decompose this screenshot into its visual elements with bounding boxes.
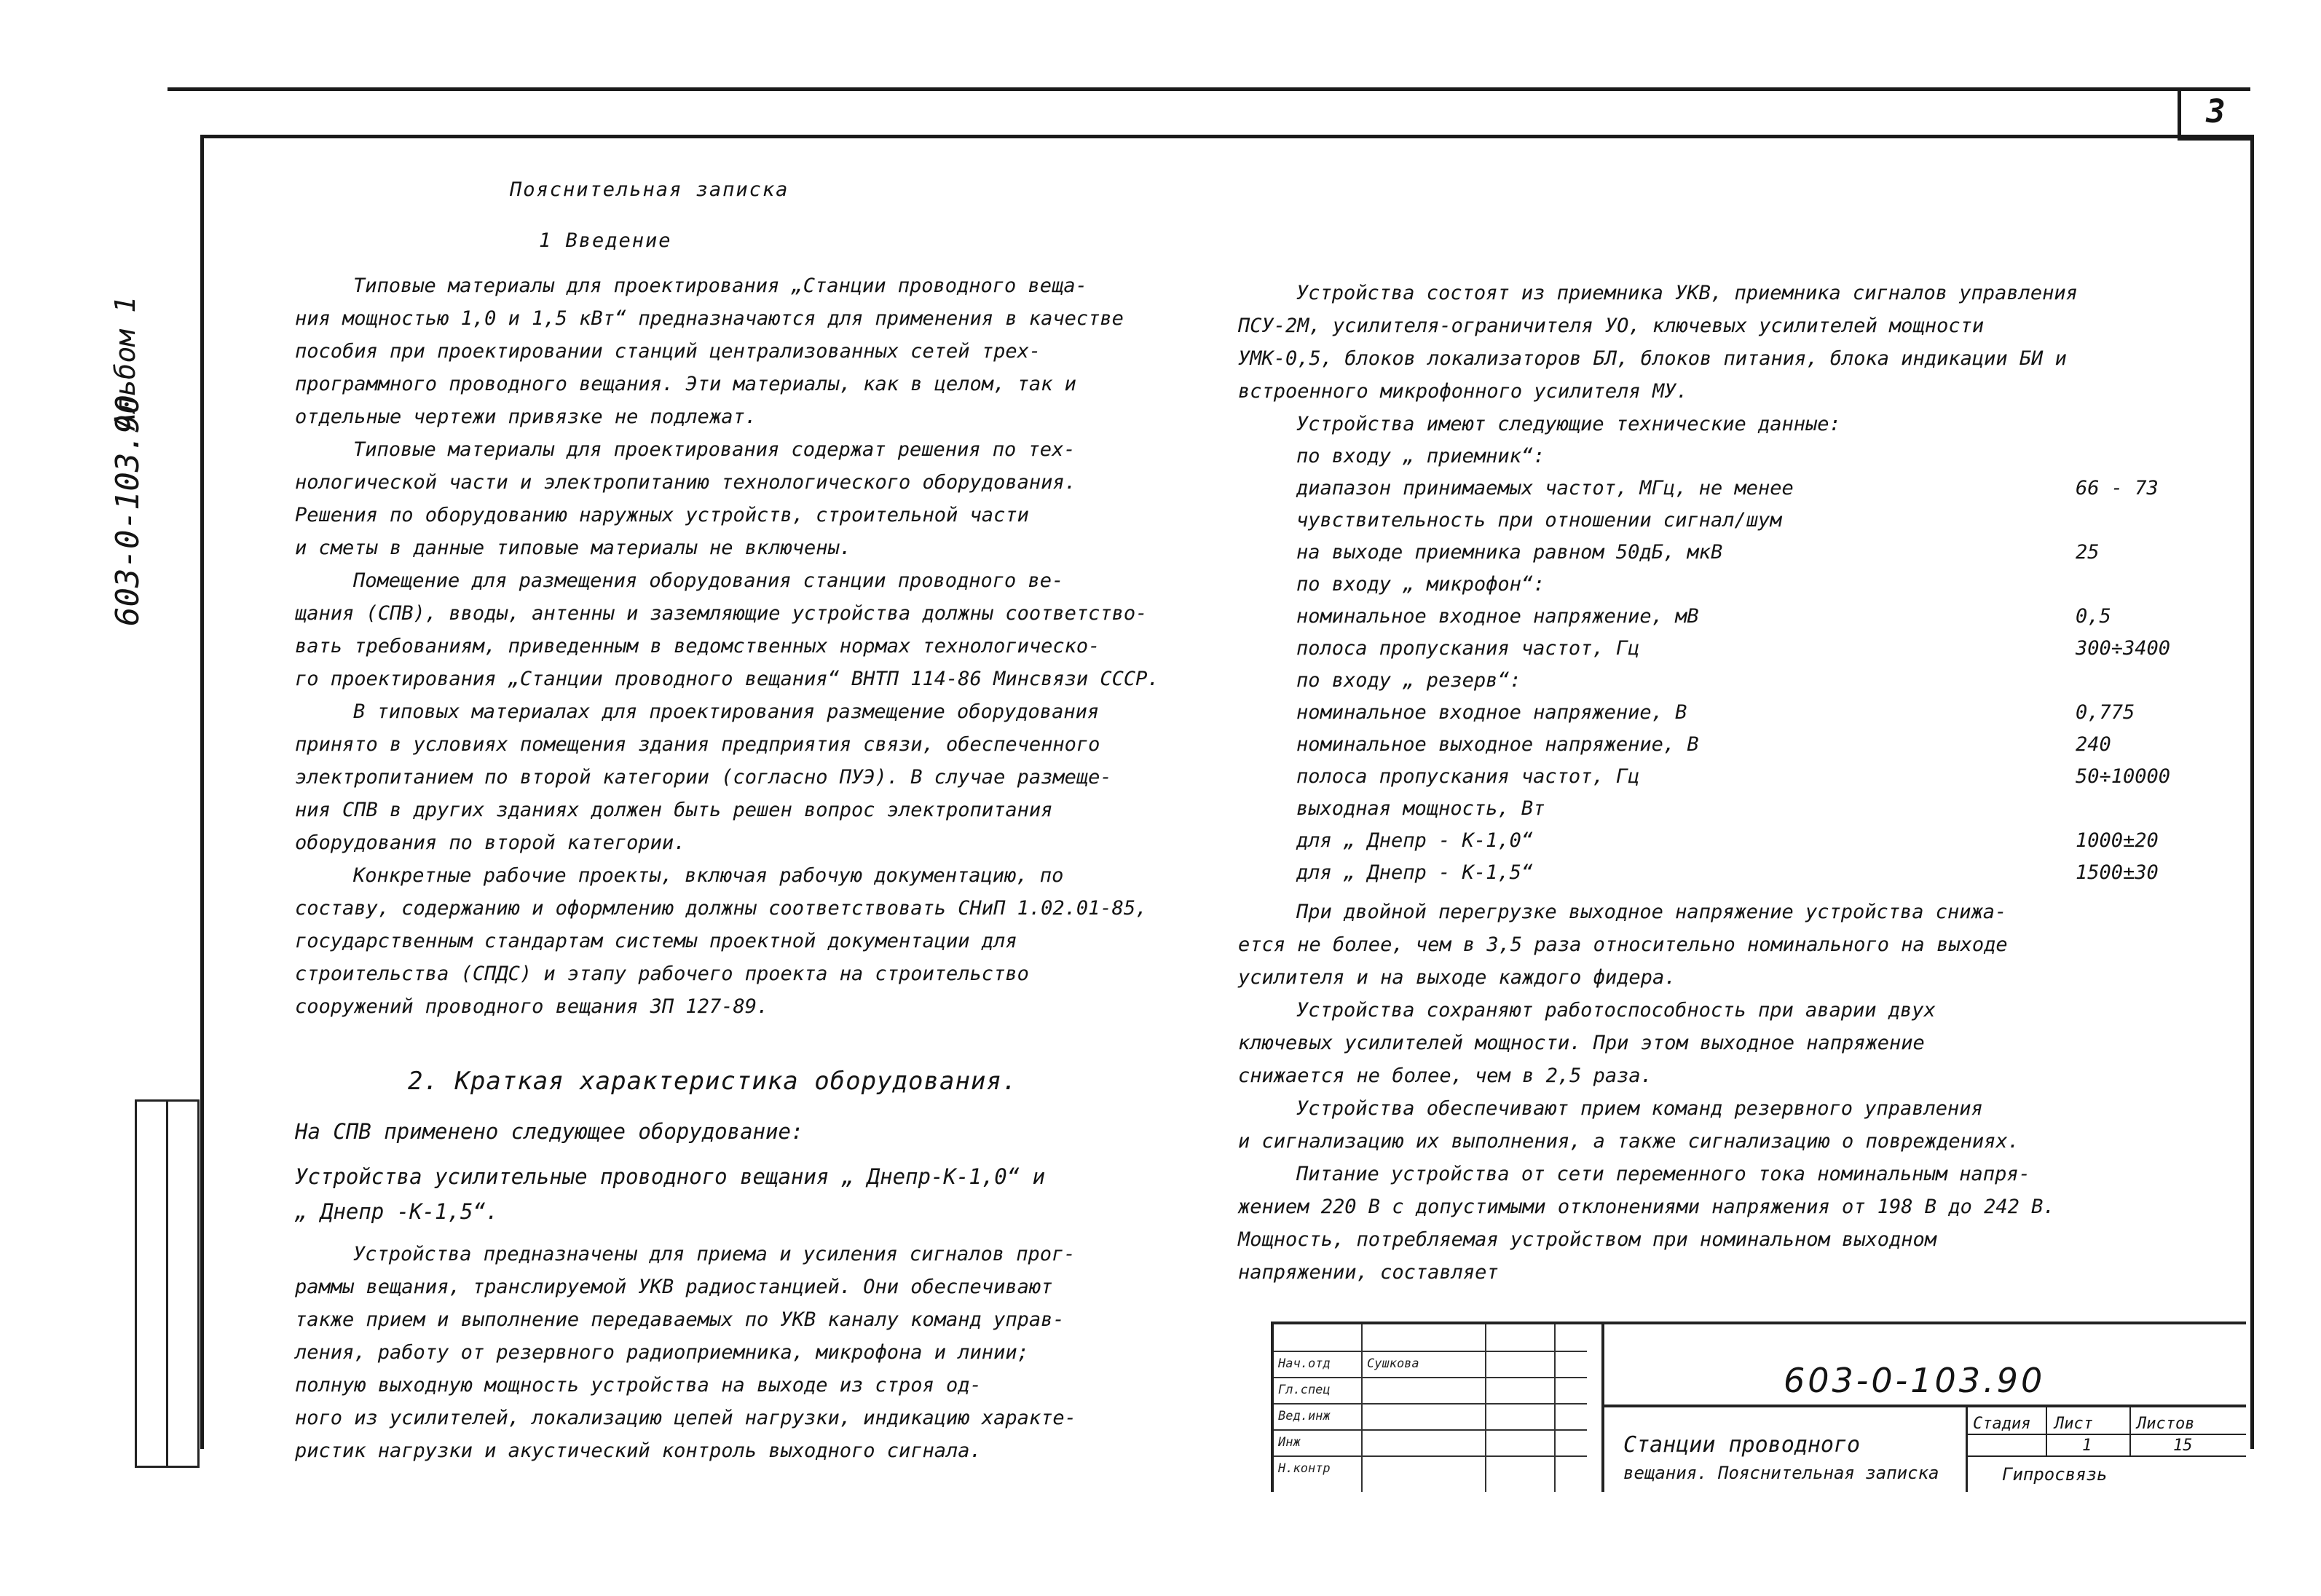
tb-stage-divider [2129, 1405, 2131, 1455]
tb-divider [1554, 1324, 1556, 1492]
text-line: Питание устройства от сети переменного тока номинальным напря- [1296, 1163, 2030, 1185]
spec-value: 300÷3400 [2076, 637, 2171, 660]
text-line: го проектирования „Станции проводного вещания“ ВНТП 114-86 Минсвязи СССР. [295, 668, 1159, 690]
text-line: Устройства предназначены для приема и усиления сигналов прог- [353, 1243, 1076, 1265]
text-line: При двойной перегрузке выходное напряжение устройства снижа- [1296, 901, 2007, 923]
tb-code-line [1601, 1405, 2246, 1407]
spec-row [1296, 569, 2192, 601]
text-line: На СПВ применено следующее оборудование: [295, 1119, 804, 1144]
spec-label: по входу „ микрофон“: [1296, 573, 1545, 596]
intro-text [295, 269, 1159, 1023]
text-line: Устройства обеспечивают прием команд резервного управления [1296, 1097, 1983, 1120]
text-line: и сметы в данные типовые материалы не включены. [295, 537, 852, 559]
spec-table [1296, 441, 2192, 889]
spec-value: 66 - 73 [2076, 477, 2159, 499]
spec-row [1296, 857, 2192, 889]
spec-label: по входу „ резерв“: [1296, 669, 1521, 692]
text-line: встроенного микрофонного усилителя МУ. [1238, 380, 1688, 403]
text-line: также прием и выполнение передаваемых по УКВ каналу команд управ- [295, 1308, 1065, 1331]
text-line: Типовые материалы для проектирования содержат решения по тех- [353, 438, 1076, 461]
spec-value: 1500±30 [2076, 861, 2159, 884]
spec-value: 25 [2076, 541, 2100, 564]
text-line: ления, работу от резервного радиоприемника, микрофона и линии; [295, 1341, 1029, 1364]
text-line: Устройства усилительные проводного вещания „ Днепр-К-1,0“ и [295, 1164, 1046, 1189]
text-line: жением 220 В с допустимыми отклонениями напряжения от 198 В до 242 В. [1238, 1196, 2055, 1218]
text-line: вать требованиям, приведенным в ведомственных нормах технологическо- [295, 635, 1100, 657]
text-line: Мощность, потребляемая устройством при номинальном выходном [1238, 1228, 1937, 1251]
tb-row-label: Гл.спец [1278, 1383, 1331, 1397]
spec-row [1296, 665, 2192, 697]
tb-row-line [1274, 1403, 1587, 1405]
text-line: усилителя и на выходе каждого фидера. [1238, 966, 1676, 989]
spec-label: на выходе приемника равном 50дБ, мкВ [1296, 541, 1723, 564]
tb-stage-line [1966, 1455, 2246, 1457]
text-line: оборудования по второй категории. [295, 831, 686, 854]
text-line: ристик нагрузки и акустический контроль выходного сигнала. [295, 1439, 982, 1462]
device-description [1238, 277, 2078, 441]
spec-label: полоса пропускания частот, Гц [1296, 765, 1640, 788]
spec-label: номинальное входное напряжение, мВ [1296, 605, 1699, 628]
text-line: сооружений проводного вещания ЗП 127-89. [295, 995, 769, 1018]
spec-label: выходная мощность, Вт [1296, 797, 1545, 820]
text-line: Устройства состоят из приемника УКВ, приемника сигналов управления [1296, 282, 2078, 304]
text-line: УМК-0,5, блоков локализаторов БЛ, блоков питания, блока индикации БИ и [1238, 347, 2067, 370]
spec-label: чувствительность при отношении сигнал/шум [1296, 509, 1782, 532]
operation-notes [1238, 896, 2055, 1289]
spec-row [1296, 441, 2192, 473]
inventory-stamp-column-2 [166, 1099, 200, 1468]
spec-label: номинальное выходное напряжение, В [1296, 733, 1699, 756]
spec-value: 0,5 [2076, 605, 2111, 628]
spec-row [1296, 729, 2192, 761]
spec-label: для „ Днепр - К-1,0“ [1296, 829, 1534, 852]
text-line: щания (СПВ), вводы, антенны и заземляющие устройства должны соответство- [295, 602, 1148, 625]
drawing-subtitle: вещания. Пояснительная записка [1623, 1463, 1939, 1483]
page-number: 3 [2178, 87, 2250, 141]
spec-row [1296, 601, 2192, 633]
text-line: ния мощностью 1,0 и 1,5 кВт“ предназначаются для применения в качестве [295, 307, 1124, 330]
text-line: и сигнализацию их выполнения, а также сигнализацию о повреждениях. [1238, 1130, 2019, 1153]
tb-divider [1601, 1324, 1604, 1492]
text-line: электропитанием по второй категории (согласно ПУЭ). В случае размеще- [295, 766, 1112, 789]
text-line: принято в условиях помещения здания предприятия связи, обеспеченного [295, 733, 1100, 756]
tb-row-label: Н.контр [1278, 1461, 1331, 1476]
page-title: Пояснительная записка [510, 178, 789, 201]
tb-divider [1485, 1324, 1486, 1492]
spec-row [1296, 793, 2192, 825]
spec-value: 1000±20 [2076, 829, 2159, 852]
sheets-value: 15 [2173, 1437, 2193, 1455]
text-line: ного из усилителей, локализацию цепей нагрузки, индикацию характе- [295, 1407, 1076, 1429]
tb-row-line [1274, 1455, 1587, 1457]
text-line: программного проводного вещания. Эти материалы, как в целом, так и [295, 373, 1076, 395]
tb-stage-divider [2046, 1405, 2047, 1455]
sheet-header: Лист [2054, 1415, 2093, 1433]
spec-row [1296, 825, 2192, 857]
text-line: ния СПВ в других зданиях должен быть решен вопрос электропитания [295, 799, 1053, 821]
spec-row [1296, 633, 2192, 665]
text-line: В типовых материалах для проектирования размещение оборудования [353, 700, 1100, 723]
stage-header: Стадия [1973, 1415, 2031, 1433]
section-2-paragraph [295, 1238, 1076, 1467]
tb-signer: Сушкова [1367, 1356, 1419, 1371]
top-rule [168, 87, 2250, 91]
text-line: „ Днепр -К-1,5“. [295, 1199, 499, 1224]
tb-row-line [1274, 1429, 1587, 1431]
tb-row-line [1274, 1377, 1587, 1378]
spec-label: номинальное входное напряжение, В [1296, 701, 1687, 724]
text-line: пособия при проектировании станций централизованных сетей трех- [295, 340, 1041, 363]
spec-row [1296, 537, 2192, 569]
text-line: полную выходную мощность устройства на выходе из строя од- [295, 1374, 982, 1396]
section-2-title: 2. Краткая характеристика оборудования. [408, 1067, 1018, 1096]
tb-row-label: Нач.отд [1278, 1356, 1331, 1371]
text-line: Решения по оборудованию наружных устройств, строительной части [295, 504, 1029, 526]
text-line: ключевых усилителей мощности. При этом выходное напряжение [1238, 1032, 1925, 1054]
section-2-intro [295, 1114, 1045, 1229]
tb-stage-divider [1966, 1405, 1968, 1492]
tb-stage-line [1966, 1434, 2246, 1435]
sheets-header: Листов [2137, 1415, 2195, 1433]
drawing-title: Станции проводного [1623, 1432, 1861, 1458]
firm-name: Гипросвязь [2002, 1464, 2108, 1485]
inventory-stamp-column [135, 1099, 168, 1468]
spec-value: 240 [2076, 733, 2111, 756]
text-line: Помещение для размещения оборудования станции проводного ве- [353, 569, 1064, 592]
text-line: отдельные чертежи привязке не подлежат. [295, 406, 757, 428]
side-project-code: 603-0-103.90 [109, 395, 146, 626]
spec-label: для „ Днепр - К-1,5“ [1296, 861, 1534, 884]
side-stamp [109, 175, 175, 626]
text-line: Устройства имеют следующие технические данные: [1296, 413, 1841, 435]
section-1-title: 1 Введение [539, 229, 672, 252]
spec-row [1296, 505, 2192, 537]
tb-row-label: Инж [1278, 1435, 1301, 1450]
spec-row [1296, 473, 2192, 505]
spec-label: по входу „ приемник“: [1296, 445, 1545, 467]
text-line: составу, содержанию и оформлению должны соответствовать СНиП 1.02.01-85, [295, 897, 1148, 920]
text-line: снижается не более, чем в 2,5 раза. [1238, 1064, 1652, 1087]
text-line: напряжении, составляет [1238, 1261, 1499, 1284]
text-line: ПСУ-2М, усилителя-ограничителя УО, ключевых усилителей мощности [1238, 315, 1985, 337]
text-line: раммы вещания, транслируемой УКВ радиостанцией. Они обеспечивают [295, 1276, 1053, 1298]
drawing-code: 603-0-103.90 [1784, 1361, 2046, 1400]
text-line: Устройства сохраняют работоспособность при аварии двух [1296, 999, 1936, 1022]
tb-row-line [1274, 1351, 1587, 1352]
spec-value: 0,775 [2076, 701, 2135, 724]
text-line: Типовые материалы для проектирования „Станции проводного веща- [353, 274, 1087, 297]
spec-row [1296, 697, 2192, 729]
tb-row-label: Вед.инж [1278, 1409, 1331, 1423]
text-line: Конкретные рабочие проекты, включая рабочую документацию, по [353, 864, 1064, 887]
spec-value: 50÷10000 [2076, 765, 2171, 788]
text-line: ется не более, чем в 3,5 раза относительно номинального на выходе [1238, 933, 2008, 956]
tb-divider [1361, 1324, 1363, 1492]
text-line: нологической части и электропитанию технологического оборудования. [295, 471, 1076, 494]
title-block [1271, 1322, 2246, 1492]
side-album-label: Альбом 1 [109, 296, 141, 430]
spec-label: полоса пропускания частот, Гц [1296, 637, 1640, 660]
text-line: строительства (СПДС) и этапу рабочего проекта на строительство [295, 963, 1029, 985]
text-line: государственным стандартам системы проектной документации для [295, 930, 1017, 952]
spec-label: диапазон принимаемых частот, МГц, не менее [1296, 477, 1794, 499]
sheet-value: 1 [2082, 1437, 2092, 1455]
spec-row [1296, 761, 2192, 793]
